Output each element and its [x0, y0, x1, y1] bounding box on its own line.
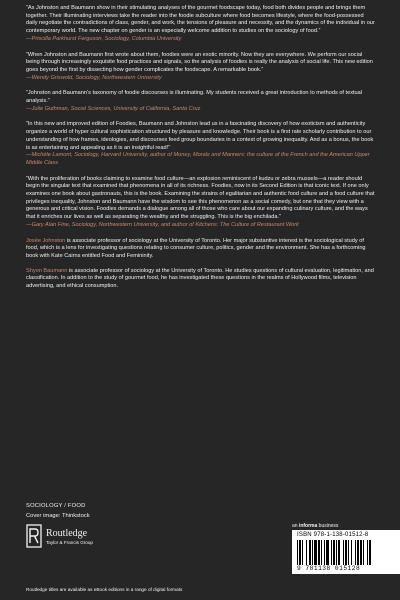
author-bio-johnston [26, 238, 376, 261]
author-name: Josée Johnston [26, 237, 66, 244]
subject-category: SOCIOLOGY / FOOD [26, 503, 86, 509]
isbn-barcode-panel [292, 530, 400, 574]
blurb-quote: “As Johnston and Baumann show in their stimulating analyses of the gourmet foodscape today, food both divides people and brings them together. Their illuminating interviews take the reader into the foodie subculture where food becomes lifestyle, where the food-possessed daily negotiate the contradictions of class, gender, and work, the tensions of pleasure and necessity, and the dynamics of the individual in our contemporary world. The new chapter on gender is an especially welcome addition to studies on the sociology of food.” [26, 5, 375, 35]
blurb-attribution: —Wendy Griswold, Sociology, Northwestern University [26, 74, 162, 81]
blurb-quote: “Johnston and Baumann’s taxonomy of foodie discourses is illuminating. My students received a great introduction to methods of textual analysis.” [26, 90, 363, 105]
blurb-quote: “With the proliferation of books claiming to examine food culture—an explosion reminiscent of kudzu or zebra mussels—a reader should begin the singular text that examined that phenomena in all of its richness. Foodies, now in its Second Edition is that iconic text. If one only examines one book about gastronauts, this is the book. Examining the strains of egalitarian and authentic food culture and a food culture that privileges inequality, Johnston and Baumann have the wisdom to see this phenomenon as a social comedy, but one that they view with a generous and critical vision. Foodies demands a dialogue among all of those who care about our expanding culinary culture, and the ways that it enriches our lives as well as separating the wealthy and the struggling. This is the big enchilada.” [26, 175, 375, 221]
blurb-attribution: —Julie Guthman, Social Sciences, University of California, Santa Cruz [26, 105, 201, 112]
blurb-griswold [26, 52, 376, 83]
main-text [26, 5, 376, 298]
publisher-logo [26, 524, 116, 552]
isbn-digits: 9 781138 015128 [297, 565, 361, 572]
ebook-note: Routledge titles are available as eBook editions in a range of digital formats [26, 587, 183, 592]
blurb-guthman [26, 90, 376, 113]
barcode-icon [297, 540, 395, 565]
blurb-attribution: —Priscilla Parkhurst Ferguson, Sociology, Columbia University [26, 35, 182, 42]
blurb-quote: “When Johnston and Baumann first wrote about them, foodies were an exotic minority. Now they are everywhere. We perform our social being through increasingly exquisite food practices and signals, so the analysis of foodies is really the analysis of social life. This new edition goes beyond the first by dissecting how gender complicates the foodscape. A remarkable book.” [26, 51, 373, 73]
author-bio-text: is associate professor of sociology at the University of Toronto. Her major substantive interest is the sociological study of food, which is a lens for investigating questions relating to consumer culture, politics, gender and the environment. She has a forthcoming book with Kate Cairns entitled Food and Femininity. [26, 237, 366, 259]
blurb-attribution: —Michèle Lamont, Sociology, Harvard University, author of Money, Morals and Manners: the culture of the French and the American Upper Middle Class [26, 152, 370, 166]
blurb-lamont [26, 121, 376, 167]
author-bio-text: is associate professor of sociology at the University of Toronto. He studies questions of cultural evaluation, legitimation, and classification. In addition to the study of gourmet food, he has investigated these questions in the realms of Hollywood films, television advertising, and ethical consumption. [26, 267, 374, 290]
blurb-fine [26, 176, 376, 230]
blurb-quote: “In this new and improved edition of Foodies, Baumann and Johnston lead us in a fascinating discovery of how exoticism and authenticity organize a world of hyper cultural sophistication structured by pleasure and knowledge. Their book is a first rate scholarly contribution to our understanding of how frames, ideologies, and discourses feed group boundaries in a context of growing inequality. And as a bonus, the book is as entertaining and appealing as it is an insightful read!” [26, 121, 374, 151]
cover-image-credit: Cover image: Thinkstock [26, 513, 90, 519]
publisher-group: Taylor & Francis Group [46, 540, 93, 545]
publisher-name: Routledge [46, 528, 88, 539]
blurb-ferguson [26, 5, 376, 44]
author-name: Shyon Baumann [26, 267, 68, 274]
isbn-label: ISBN 978-1-138-01512-8 [297, 532, 369, 538]
routledge-logo-icon [26, 524, 42, 548]
informa-tagline: an informa business [292, 523, 339, 529]
blurb-attribution: —Gary Alan Fine, Sociology, Northwestern University, and author of Kitchens: The Culture of Restaurant Work [26, 221, 299, 228]
author-bio-baumann [26, 268, 376, 291]
cover-footer [26, 503, 376, 585]
